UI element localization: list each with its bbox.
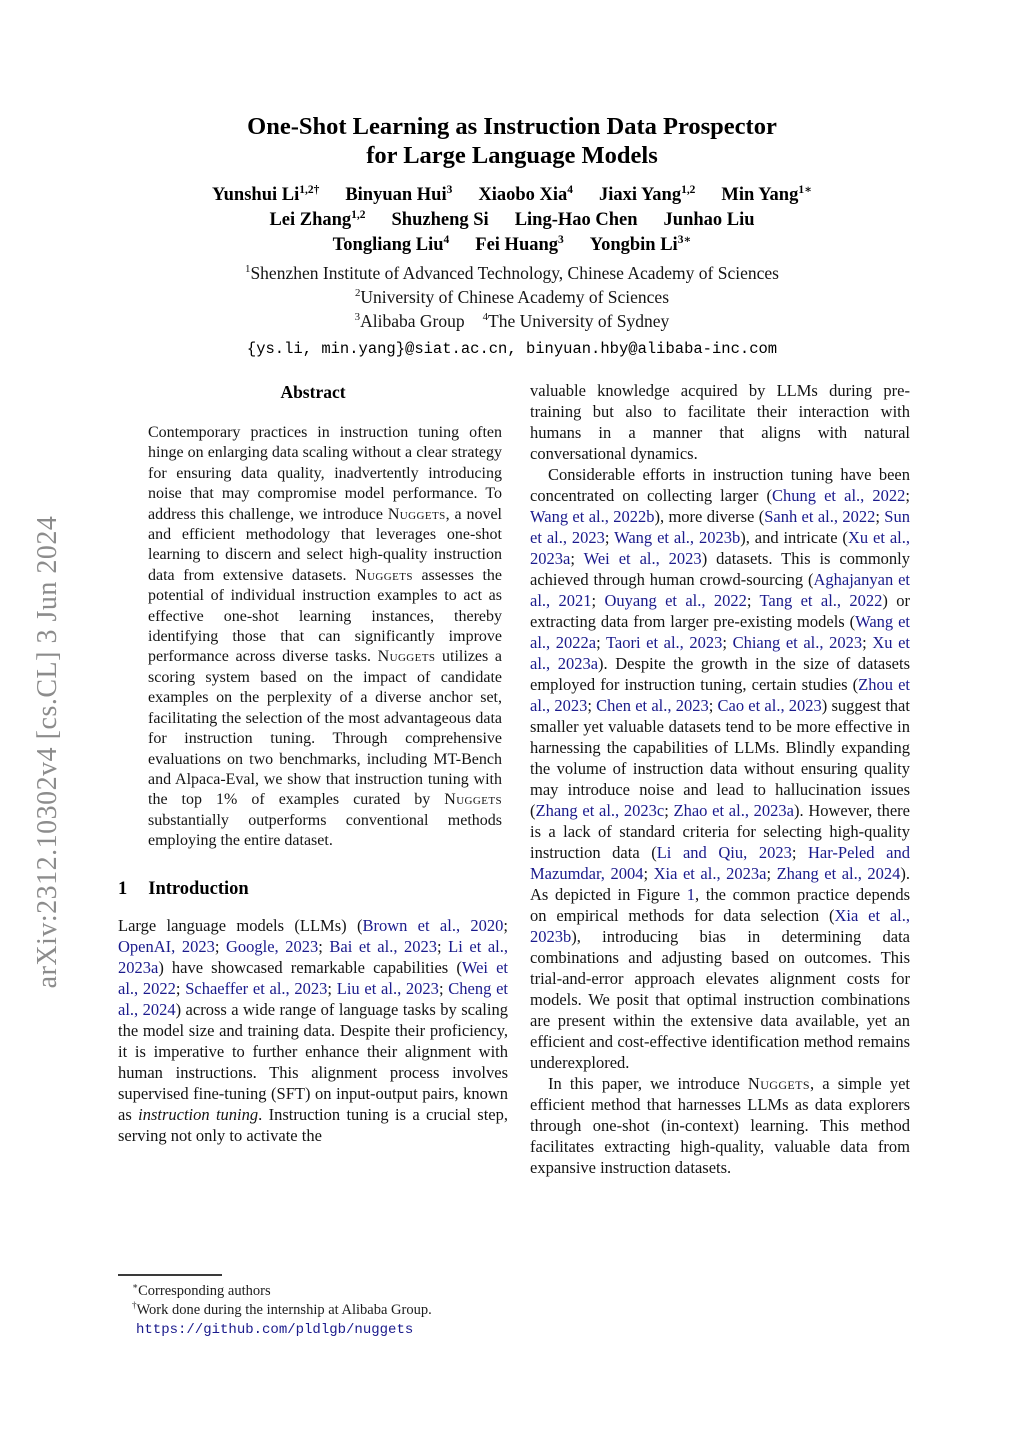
footnotes [118, 1274, 508, 1340]
right-column [530, 380, 910, 1348]
right-paragraph-1: valuable knowledge acquired by LLMs during pre-training but also to facilitate their interaction with humans in a manner that aligns with natural conversational dynamics. [530, 381, 910, 463]
github-url-link[interactable]: https://github.com/pldlgb/nuggets [136, 1322, 414, 1338]
author-name: Lei Zhang$^{1,2}$ [269, 208, 366, 230]
section-number: 1 [118, 878, 128, 899]
citation-link[interactable]: Cao et al., 2023 [717, 696, 822, 715]
citation-link[interactable]: Aghajanyan et al., 2021 [530, 570, 910, 610]
citation-link[interactable]: Wang et al., 2023b [614, 528, 741, 547]
citation-link[interactable]: Cheng et al., 2024 [118, 978, 508, 1019]
right-paragraph-3: In this paper, we introduce Nuggets, a simple yet efficient method that harnesses LLMs as data explorers through one-shot (in-context) learning. This method facilitates extracting high-quality, valuable data from expansive instruction datasets. [530, 1074, 910, 1177]
author-row [0, 233, 1024, 258]
citation-link[interactable]: Wang et al., 2022a [530, 612, 910, 652]
affiliation: $^4$The University of Sydney [482, 311, 670, 331]
footnote-item: ∗Corresponding authors [132, 1281, 271, 1299]
citation-link[interactable]: Ouyang et al., 2022 [604, 591, 747, 610]
author-name: Ling-Hao Chen [514, 210, 638, 230]
author-row [0, 208, 1024, 233]
author-name: Yunshui $Li^{1,2\dagger}$ [211, 183, 320, 205]
italic-term: instruction tuning [138, 1104, 259, 1124]
citation-link[interactable]: Chen et al., 2023 [596, 696, 709, 715]
footnote-items [118, 1282, 508, 1320]
citation-link[interactable]: Liu et al., 2023 [336, 978, 439, 998]
author-name: Fei Huang$^3$ [475, 233, 564, 255]
smallcaps-nuggets: Nuggets [355, 566, 413, 584]
citation-link[interactable]: Xu et al., 2023a [530, 528, 910, 568]
smallcaps-nuggets: Nuggets [387, 505, 446, 523]
right-paragraph-2: Considerable efforts in instruction tuning have been concentrated on collecting larger (Chung et al., 2022; Wang et al., 2022b), more diverse (Sanh et al., 2022; Sun et al., 2023; Wang et al., 2023b), and intricate (Xu et al., 2023a; Wei et al., 2023) datasets. This is commonly achieved through human crowd-sourcing (Aghajanyan et al., 2021; Ouyang et al., 2022; Tang et al., 2022) or extracting data from larger pre-existing models (Wang et al., 2022a; Taori et al., 2023; Chiang et al., 2023; Xu et al., 2023a). Despite the growth in the size of datasets employed for instruction tuning, certain studies (Zhou et al., 2023; Chen et al., 2023; Cao et al., 2023) suggest that smaller yet valuable datasets tend to be more effective in harnessing the capabilities of LLMs. Blindly expanding the volume of instruction data without ensuring quality may introduce noise and lead to hallucination issues (Zhang et al., 2023c; Zhao et al., 2023a). However, there is a lack of standard criteria for selecting high-quality instruction data (Li and Qiu, 2023; Har-Peled and Mazumdar, 2004; Xia et al., 2023a; Zhang et al., 2024). As depicted in Figure 1, the common practice depends on empirical methods for data selection (Xia et al., 2023b), introducing bias in determining data combinations and adjusting based on outcomes. This trial-and-error approach elevates alignment costs for models. We posit that optimal instruction combinations are present within the extensive data available, yet an efficient and cost-effective identification method remains underexplored. [530, 465, 911, 1072]
author-name: Binyuan Hui$^3$ [345, 183, 453, 205]
author-name: Jiaxi Yang$^{1,2}$ [599, 183, 696, 205]
left-column [118, 380, 508, 1348]
citation-link[interactable]: Bai et al., 2023 [329, 936, 438, 956]
author-name: Xiaobo Xia$^4$ [478, 183, 573, 205]
two-column-body [118, 380, 910, 1348]
affiliation-row [0, 285, 1024, 309]
citation-link[interactable]: Zhang et al., 2024 [776, 864, 901, 883]
abstract-section [118, 382, 508, 852]
citation-link[interactable]: Li et al., 2023a [118, 936, 508, 977]
citation-link[interactable]: OpenAI, 2023 [118, 936, 215, 956]
citation-link[interactable]: Sun et al., 2023 [530, 507, 910, 547]
author-rows [0, 183, 1024, 258]
smallcaps-nuggets: Nuggets [747, 1074, 810, 1093]
citation-link[interactable]: Chiang et al., 2023 [732, 633, 863, 652]
intro-paragraph: Large language models (LLMs) (Brown et al., 2020; OpenAI, 2023; Google, 2023; Bai et al., 2023; Li et al., 2023a) have showcased remarkable capabilities (Wei et al., 2022; Schaeffer et al., 2023; Liu et al., 2023; Cheng et al., 2024) across a wide range of language tasks by scaling the model size and training data. Despite their proficiency, it is imperative to further enhance their alignment with human instructions. This alignment process involves supervised fine-tuning (SFT) on input-output pairs, known as instruction tuning. Instruction tuning is a crucial step, serving not only to activate the [118, 915, 509, 1145]
citation-link[interactable]: Google, 2023 [225, 936, 319, 956]
title-line-2: for Large Language Models [366, 142, 658, 169]
citation-link[interactable]: Brown et al., 2020 [362, 915, 504, 935]
citation-link[interactable]: Tang et al., 2022 [759, 591, 883, 610]
footnote-rule [118, 1274, 222, 1276]
citation-link[interactable]: Xia et al., 2023b [530, 906, 911, 946]
affiliation: $^3$Alibaba Group [354, 311, 465, 331]
abstract-heading: Abstract [280, 382, 346, 402]
citation-link[interactable]: Xia et al., 2023a [653, 864, 767, 883]
citation-link[interactable]: Schaeffer et al., 2023 [185, 978, 328, 998]
citation-link[interactable]: Taori et al., 2023 [605, 633, 723, 652]
author-name: Yongbin $Li^{3∗}$ [589, 233, 692, 255]
section-heading-introduction [118, 879, 508, 900]
smallcaps-nuggets: Nuggets [444, 791, 502, 809]
author-row [0, 183, 1024, 208]
citation-link[interactable]: Chung et al., 2022 [771, 486, 906, 505]
citation-link[interactable]: Zhang et al., 2023c [535, 801, 665, 820]
affiliation-rows [0, 261, 1024, 333]
citation-link[interactable]: 1 [686, 885, 696, 904]
citation-link[interactable]: Zhao et al., 2023a [673, 801, 794, 820]
citation-link[interactable]: Wei et al., 2023 [583, 549, 702, 568]
citation-link[interactable]: Zhou et al., 2023 [530, 675, 910, 715]
author-name: Shuzheng Si [391, 210, 489, 230]
citation-link[interactable]: Wei et al., 2022 [118, 957, 509, 998]
author-emails: {ys.li, min.yang}@siat.ac.cn, binyuan.hby@alibaba-inc.com [246, 340, 778, 358]
paper-title [0, 112, 1024, 170]
paper-header [0, 0, 1024, 358]
footnote-item: †Work done during the internship at Alibaba Group. [132, 1300, 432, 1318]
citation-link[interactable]: Li and Qiu, 2023 [656, 843, 792, 862]
title-line-1: One-Shot Learning as Instruction Data Prospector [247, 113, 777, 140]
arxiv-watermark: arXiv:2312.10302v4 [cs.CL] 3 Jun 2024 [32, 515, 63, 989]
abstract-text: Contemporary practices in instruction tuning often hinge on enlarging data scaling without a clear strategy for ensuring data quality, inadvertently introducing noise that may compromise model performance. To address this challenge, we introduce Nuggets, a novel and efficient methodology that leverages one-shot learning to discern and select high-quality instruction data from extensive datasets. Nuggets assesses the potential of individual instruction examples to act as effective one-shot learning instances, thereby identifying those that can significantly improve performance across diverse tasks. Nuggets utilizes a scoring system based on the impact of candidate examples on the perplexity of a diverse anchor set, facilitating the selection of the most advantageous data for instruction tuning. Through comprehensive evaluations on two benchmarks, including MT-Bench and Alpaca-Eval, we show that instruction tuning with the top 1% of examples curated by Nuggets substantially outperforms conventional methods employing the entire dataset. [148, 424, 503, 850]
citation-link[interactable]: Sanh et al., 2022 [764, 507, 876, 526]
affiliation-row [0, 309, 1024, 333]
citation-link[interactable]: Wang et al., 2022b [530, 507, 655, 526]
author-name: Min Yang$^{1∗}$ [721, 183, 813, 205]
smallcaps-nuggets: Nuggets [377, 648, 436, 666]
author-name: Junhao Liu [663, 210, 755, 230]
citation-link[interactable]: Har-Peled and Mazumdar, 2004 [530, 843, 910, 883]
affiliation: $^1$Shenzhen Institute of Advanced Technology, Chinese Academy of Sciences [245, 263, 779, 283]
section-title: Introduction [148, 878, 249, 899]
affiliation: $^2$University of Chinese Academy of Sciences [354, 287, 670, 307]
citation-link[interactable]: Xu et al., 2023a [530, 633, 910, 673]
author-name: Tongliang Liu$^4$ [332, 233, 450, 255]
affiliation-row [0, 261, 1024, 285]
